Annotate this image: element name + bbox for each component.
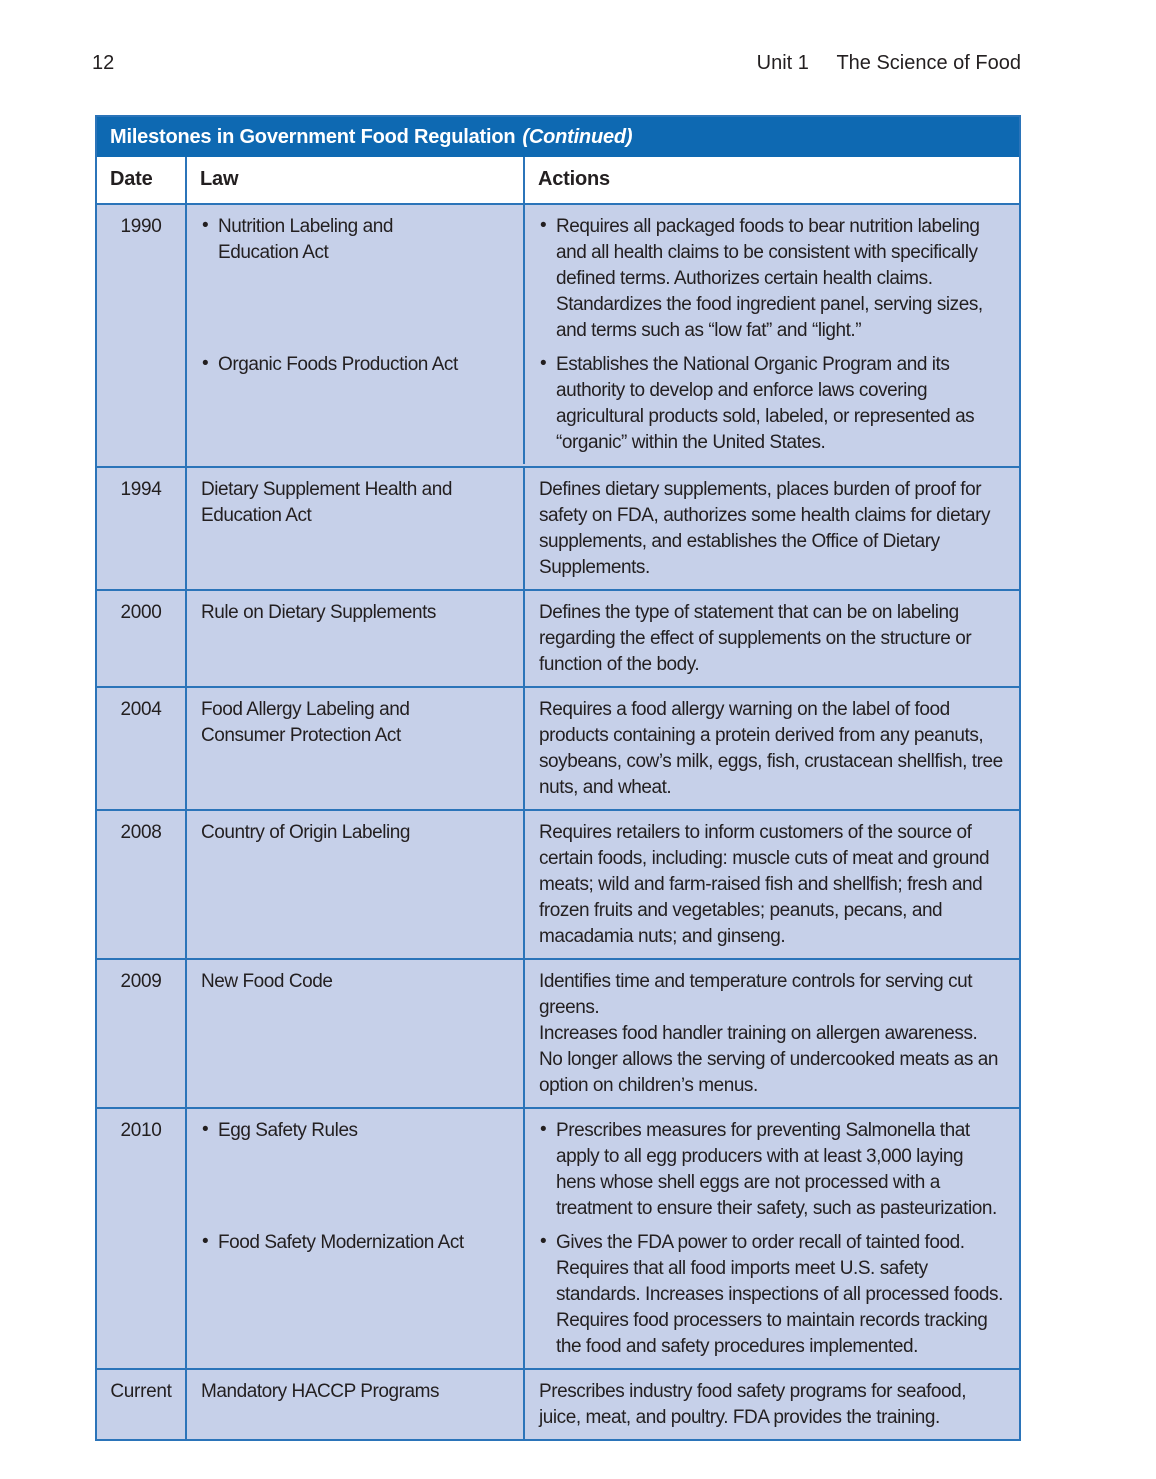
table-row: [97, 466, 1019, 589]
action-item: [539, 477, 1007, 581]
date-cell: [97, 811, 187, 958]
action-item: [539, 352, 1007, 456]
date-cell: [97, 688, 187, 809]
table-row: [97, 1107, 1019, 1368]
column-header-law: Law: [187, 157, 525, 203]
action-text: Requires a food allergy warning on the label of food products containing a protein derived from any peanuts, soybeans, cow’s milk, eggs, fish, crustacean shellfish, tree nuts, and wheat.: [539, 699, 1003, 798]
date-text: 2009: [120, 971, 162, 992]
table-body: [97, 205, 1019, 1439]
law-action-pairs: [187, 688, 1019, 809]
law-action-pairs: [187, 205, 1019, 466]
table-row: [97, 1368, 1019, 1439]
law-cell: [187, 960, 525, 1107]
law-item: [201, 352, 478, 378]
table-header-row: [97, 157, 1019, 205]
law-cell: [187, 1109, 525, 1230]
law-action-pair: [187, 468, 1019, 589]
bullet-marker: •: [202, 1119, 209, 1140]
table-title: Milestones in Government Food Regulation: [110, 125, 516, 148]
law-item: [201, 1230, 478, 1256]
law-action-pairs: [187, 811, 1019, 958]
law-action-pairs: [187, 468, 1019, 589]
action-text: Defines dietary supplements, places burden of proof for safety on FDA, authorizes some health claims for dietary supplements, and establishes the Office of Dietary Supplements.: [539, 479, 991, 578]
date-cell: [97, 960, 187, 1107]
action-item: [539, 1230, 1007, 1360]
action-text: Prescribes industry food safety programs for seafood, juice, meat, and poultry. FDA provides the training.: [539, 1381, 967, 1428]
date-text: 2000: [120, 602, 162, 623]
law-text: Mandatory HACCP Programs: [201, 1381, 440, 1402]
law-action-pairs: [187, 960, 1019, 1107]
law-action-pair: [187, 205, 1019, 352]
table-row: [97, 809, 1019, 958]
law-text: Organic Foods Production Act: [218, 354, 458, 375]
date-cell: [97, 1109, 187, 1368]
law-action-pair: [187, 811, 1019, 958]
action-item: [539, 820, 1007, 950]
action-item: [539, 214, 1007, 344]
action-item: [539, 1021, 1007, 1047]
action-text: Establishes the National Organic Program and its authority to develop and enforce laws covering agricultural products sold, labeled, or represented as “organic” within the United States.: [556, 354, 975, 453]
action-text: Gives the FDA power to order recall of tainted food. Requires that all food imports meet U.S. safety standards. Increases inspections of all processed foods. Requires food processers to maintain records tracking the food and safety procedures implemented.: [556, 1232, 1003, 1357]
action-item: [539, 697, 1007, 801]
date-text: 1990: [120, 216, 162, 237]
date-text: 2010: [120, 1120, 162, 1141]
bullet-marker: •: [202, 1231, 209, 1252]
bullet-marker: •: [202, 215, 209, 236]
law-cell: [187, 352, 525, 464]
law-item: [201, 697, 478, 749]
law-cell: [187, 468, 525, 589]
bullet-marker: •: [540, 1119, 547, 1140]
law-action-pairs: [187, 1370, 1019, 1439]
law-text: Egg Safety Rules: [218, 1120, 358, 1141]
actions-cell: [525, 1370, 1019, 1439]
actions-cell: [525, 591, 1019, 686]
law-action-pair: [187, 1230, 1019, 1368]
law-cell: [187, 205, 525, 352]
law-cell: [187, 688, 525, 809]
law-item: [201, 1379, 478, 1405]
actions-cell: [525, 1109, 1019, 1230]
law-action-pair: [187, 1370, 1019, 1439]
date-text: 2004: [120, 699, 162, 720]
date-cell: [97, 205, 187, 466]
milestones-table: [95, 115, 1021, 1441]
date-text: Current: [110, 1381, 172, 1402]
column-header-date: Date: [97, 157, 187, 203]
date-text: 2008: [120, 822, 162, 843]
law-cell: [187, 1230, 525, 1368]
law-text: Dietary Supplement Health and Education Act: [201, 479, 452, 526]
law-item: [201, 820, 478, 846]
actions-cell: [525, 960, 1019, 1107]
law-cell: [187, 591, 525, 686]
action-item: [539, 1118, 1007, 1222]
actions-cell: [525, 688, 1019, 809]
law-action-pairs: [187, 591, 1019, 686]
table-row: [97, 686, 1019, 809]
law-action-pairs: [187, 1109, 1019, 1368]
law-item: [201, 214, 478, 266]
unit-title: The Science of Food: [836, 52, 1021, 74]
action-text: No longer allows the serving of undercooked meats as an option on children’s menus.: [539, 1049, 998, 1096]
page-header: [92, 51, 1021, 75]
law-text: Nutrition Labeling and Education Act: [218, 216, 393, 263]
law-text: New Food Code: [201, 971, 333, 992]
action-item: [539, 1047, 1007, 1099]
bullet-marker: •: [540, 1231, 547, 1252]
law-item: [201, 600, 478, 626]
running-header: [757, 51, 1021, 75]
action-item: [539, 1379, 1007, 1431]
table-title-continued: (Continued): [522, 125, 633, 148]
actions-cell: [525, 811, 1019, 958]
table-title-bar: [97, 117, 1019, 157]
actions-cell: [525, 205, 1019, 352]
actions-cell: [525, 468, 1019, 589]
table-row: [97, 589, 1019, 686]
action-text: Requires all packaged foods to bear nutrition labeling and all health claims to be consistent with specifically defined terms. Authorizes certain health claims. Standardizes the food ingredient panel, serving sizes, and terms such as “low fat” and “light.”: [556, 216, 983, 341]
action-text: Identifies time and temperature controls for serving cut greens.: [539, 971, 973, 1018]
date-text: 1994: [120, 479, 162, 500]
date-cell: [97, 1370, 187, 1439]
unit-label: Unit 1: [756, 52, 809, 74]
action-text: Prescribes measures for preventing Salmonella that apply to all egg producers with at least 3,000 laying hens whose shell eggs are not processed with a treatment to ensure their safety, such as pasteurization.: [556, 1120, 997, 1219]
law-item: [201, 969, 478, 995]
law-action-pair: [187, 960, 1019, 1107]
action-text: Requires retailers to inform customers of the source of certain foods, including: muscle cuts of meat and ground meats; wild and farm-raised fish and shellfish; fresh and frozen fruits and vegetables; peanuts, pecans, and macadamia nuts; and ginseng.: [539, 822, 990, 947]
bullet-marker: •: [540, 215, 547, 236]
law-item: [201, 477, 478, 529]
table-row: [97, 958, 1019, 1107]
law-cell: [187, 811, 525, 958]
bullet-marker: •: [202, 353, 209, 374]
date-cell: [97, 591, 187, 686]
law-action-pair: [187, 352, 1019, 464]
law-text: Country of Origin Labeling: [201, 822, 411, 843]
table-row: [97, 205, 1019, 466]
law-action-pair: [187, 591, 1019, 686]
law-text: Food Safety Modernization Act: [218, 1232, 464, 1253]
actions-cell: [525, 1230, 1019, 1368]
date-cell: [97, 468, 187, 589]
law-action-pair: [187, 688, 1019, 809]
action-text: Defines the type of statement that can be on labeling regarding the effect of supplements on the structure or function of the body.: [539, 602, 972, 675]
action-text: Increases food handler training on allergen awareness.: [539, 1023, 978, 1044]
law-item: [201, 1118, 478, 1144]
law-text: Rule on Dietary Supplements: [201, 602, 436, 623]
bullet-marker: •: [540, 353, 547, 374]
law-cell: [187, 1370, 525, 1439]
column-header-actions: Actions: [538, 168, 610, 190]
action-item: [539, 600, 1007, 678]
law-action-pair: [187, 1109, 1019, 1230]
actions-cell: [525, 352, 1019, 464]
action-item: [539, 969, 1007, 1021]
page-number: 12: [92, 52, 115, 74]
law-text: Food Allergy Labeling and Consumer Protection Act: [201, 699, 410, 746]
